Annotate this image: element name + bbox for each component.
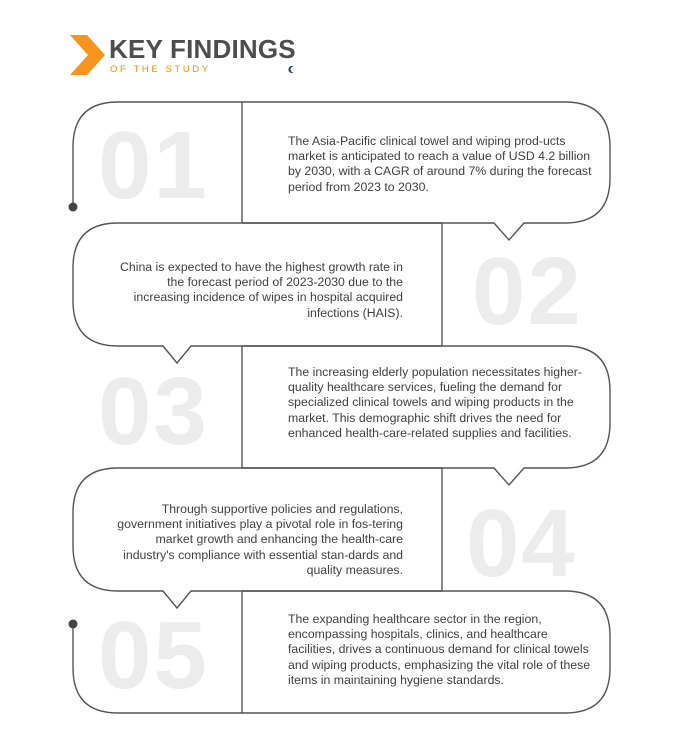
finding-text-05: The expanding healthcare sector in the region, encompassing hospitals, clinics, and healthcare facilities, drives a continuous demand for clinical towels and wiping products, emphasizing the vital role of these items in maintaining hygiene standards. <box>288 612 591 687</box>
page-title: KEY FINDINGS <box>109 34 296 64</box>
finding-text-03: The increasing elderly population necessitates higher-quality healthcare services, fueling the demand for specialized clinical towels and wiping products in the market. This demographic shift drives the need for enhanced health-care-related supplies and facilities. <box>288 365 582 440</box>
finding-number-02: 02 <box>472 238 583 345</box>
finding-number-04: 04 <box>466 490 577 597</box>
finding-number-03: 03 <box>98 358 209 465</box>
finding-number-05: 05 <box>98 602 209 709</box>
finding-number-01: 01 <box>98 112 209 219</box>
timeline-dot-bottom <box>69 620 78 629</box>
timeline-dot-top <box>69 203 78 212</box>
page-subtitle: OF THE STUDY <box>110 64 211 75</box>
finding-text-04: Through supportive policies and regulations, government initiatives play a pivotal role in fos-tering market growth and enhancing the health-care industry's compliance with essential stan-dards and quality measures. <box>117 502 403 577</box>
finding-text-02: China is expected to have the highest growth rate in the forecast period of 2023-2030 due to the increasing incidence of wipes in hospital acquired infections (HAIS). <box>120 260 404 320</box>
finding-text-01: The Asia-Pacific clinical towel and wiping prod-ucts market is anticipated to reach a value of USD 4.2 billion by 2030, with a CAGR of around 7% during the forecast period from 2023 to 2030. <box>288 134 592 194</box>
